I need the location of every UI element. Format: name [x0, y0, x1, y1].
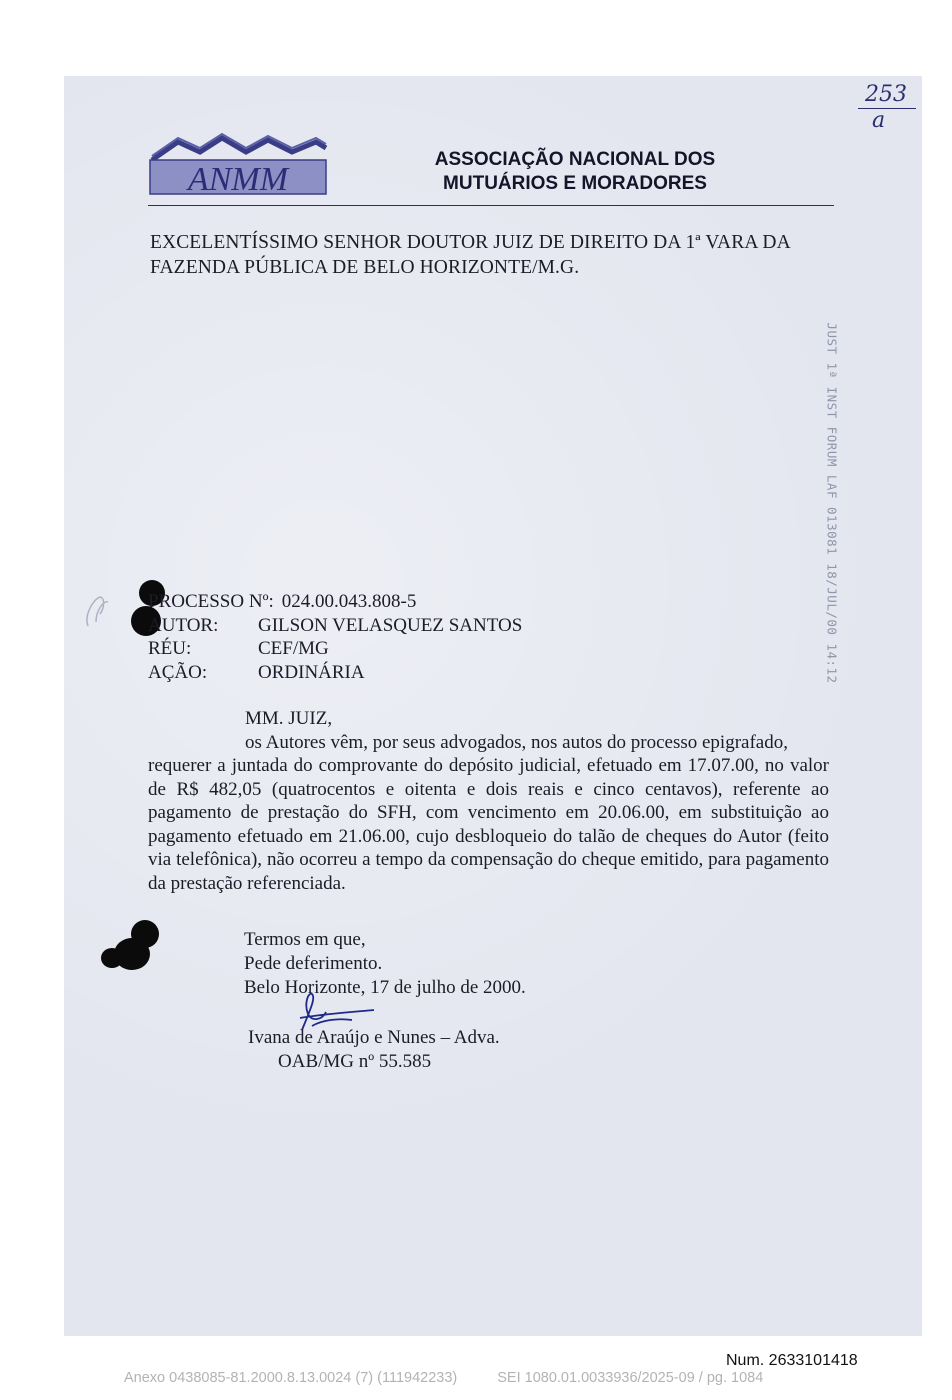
protocol-stamp-text: JUST 1ª INST FORUM LAF 013081 18/JUL/00 14:12	[824, 321, 840, 684]
field-row-reu	[148, 637, 522, 661]
body-first-line: os Autores vêm, por seus advogados, nos autos do processo epigrafado,	[245, 731, 788, 753]
logo-text: ANMM	[187, 161, 289, 198]
closing-line2: Pede deferimento.	[244, 953, 383, 974]
field-value: ORDINÁRIA	[258, 661, 365, 683]
org-name-line1: ASSOCIAÇÃO NACIONAL DOS	[434, 149, 716, 170]
org-name-line2: MUTUÁRIOS E MORADORES	[443, 173, 707, 194]
field-value: GILSON VELASQUEZ SANTOS	[258, 614, 523, 636]
redaction-blot	[101, 948, 123, 968]
organization-name	[410, 148, 740, 196]
field-label: RÉU:	[148, 638, 192, 659]
field-label: PROCESSO Nº:	[148, 591, 274, 612]
logo-roofs-graphic	[148, 132, 330, 198]
body-paragraph	[148, 731, 829, 896]
footer-reference	[124, 1370, 763, 1386]
field-value: CEF/MG	[258, 638, 329, 659]
field-row-autor	[148, 614, 522, 638]
field-row-processo	[148, 590, 522, 614]
case-fields	[148, 590, 522, 684]
annex-reference: Anexo 0438085-81.2000.8.13.0024 (7) (111942233)	[124, 1370, 458, 1386]
anmm-logo	[148, 132, 330, 198]
folio-underline	[858, 108, 916, 109]
body-text: requerer a juntada do comprovante do depósito judicial, efetuado em 17.07.00, no valor de R$ 482,05 (quatrocentos e oitenta e dois reais e cinco centavos), referente ao pagamento de prestação do SFH, com vencimento em 20.06.00, em substituição ao pagamento efetuado em 21.06.00, cujo desbloqueio do talão de cheques do Autor (feito via telefônica), não ocorreu a tempo da compensação do cheque emitido, para pagamento da prestação referenciada.	[148, 755, 829, 894]
petition-body	[148, 707, 829, 895]
folio-number: 253	[865, 82, 907, 107]
signatory-name: Ivana de Araújo e Nunes – Adva.	[248, 1027, 500, 1048]
salutation: MM. JUIZ,	[245, 708, 333, 729]
margin-mark	[82, 592, 112, 632]
field-value: 024.00.043.808-5	[281, 591, 417, 612]
closing-line1: Termos em que,	[244, 929, 366, 950]
place-date: Belo Horizonte, 17 de julho de 2000.	[244, 977, 526, 998]
folio-initials: a	[872, 108, 886, 133]
sei-reference: SEI 1080.01.0033936/2025-09 / pg. 1084	[497, 1370, 764, 1386]
document-number: Num. 2633101418	[726, 1352, 858, 1369]
addressee: EXCELENTÍSSIMO SENHOR DOUTOR JUIZ DE DIREITO DA 1ª VARA DA FAZENDA PÚBLICA DE BELO HORIZONTE/M.G.	[150, 232, 790, 278]
signatory-oab: OAB/MG nº 55.585	[278, 1051, 432, 1072]
field-label: AUTOR:	[148, 614, 219, 636]
signatory	[248, 1026, 500, 1074]
protocol-stamp	[812, 321, 852, 684]
field-row-acao	[148, 661, 522, 685]
header-divider	[148, 205, 834, 206]
field-label: AÇÃO:	[148, 661, 208, 683]
